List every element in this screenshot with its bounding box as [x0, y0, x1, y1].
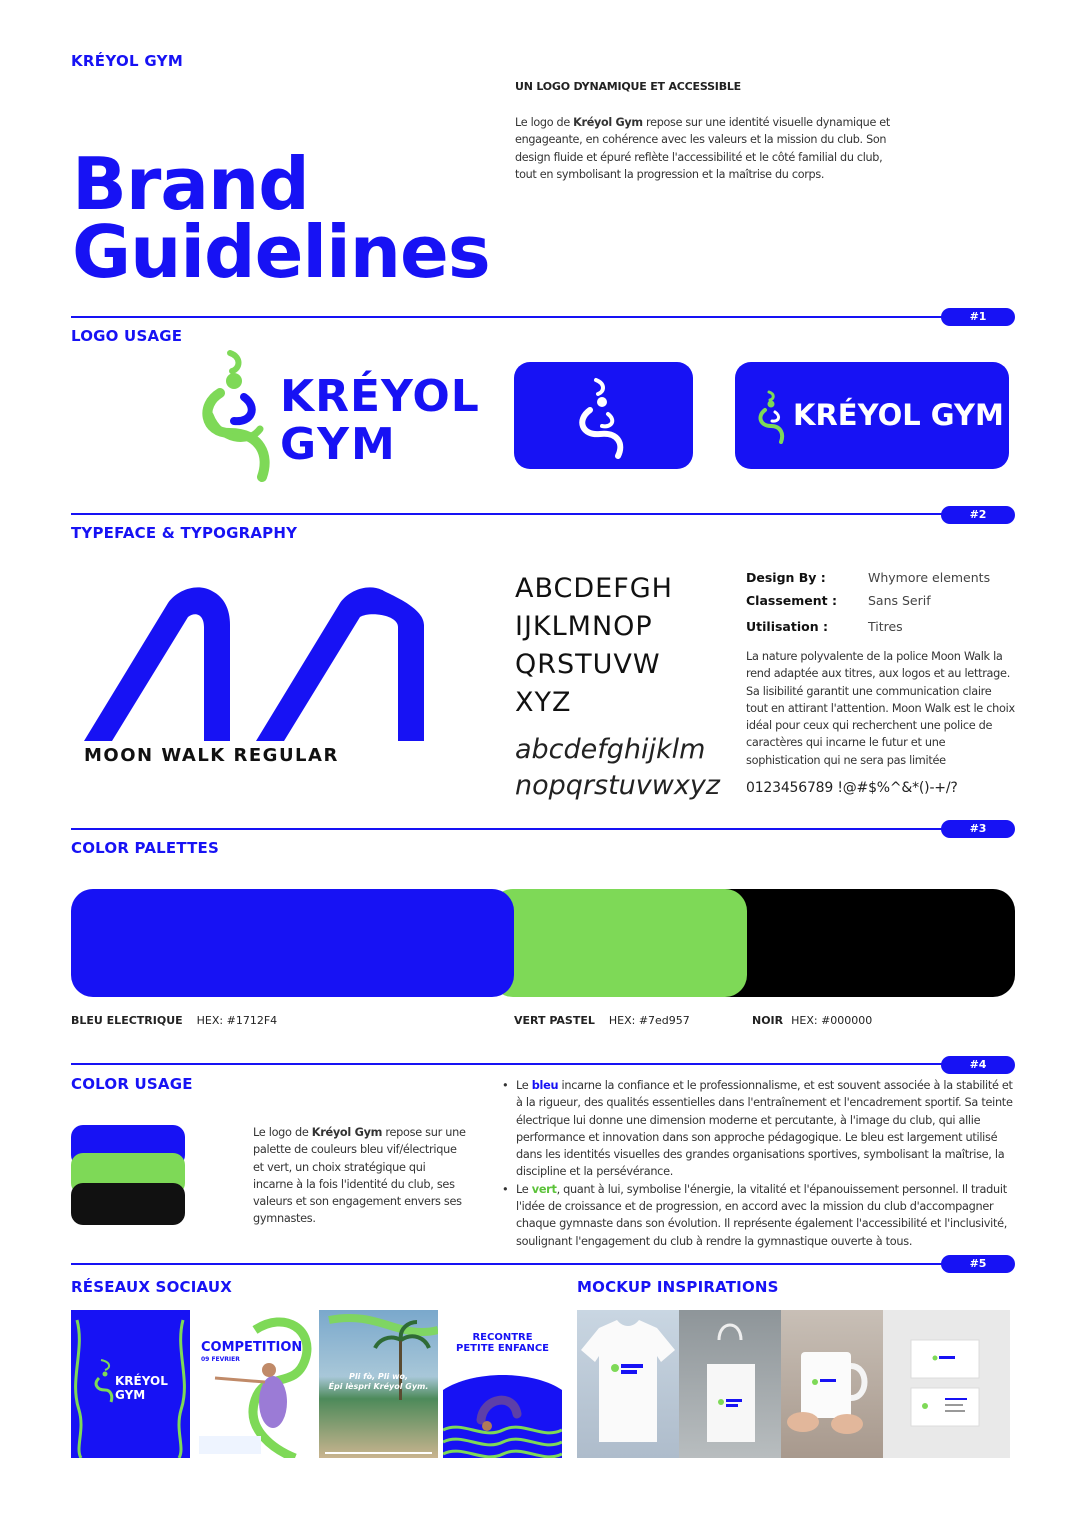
color-usage-bullets [500, 1077, 1018, 1250]
section-title-color-usage: COLOR USAGE [71, 1075, 193, 1093]
lowercase-glyphs: abcdefghijklm nopqrstuvwxyz [515, 734, 720, 801]
spec-key: Design By : [746, 570, 826, 585]
post-info-block [199, 1436, 261, 1454]
spec-key: Utilisation : [746, 619, 828, 634]
social-post-petite-enfance [443, 1310, 562, 1458]
color-usage-intro: Le logo de Kréyol Gym repose sur une palette de couleurs bleu vif/électrique et vert, un choix stratégique qui incarne à la fois l'identité du club, ses valeurs et son engagement envers ses gymnastes. [253, 1126, 466, 1226]
spec-value: Whymore elements [868, 570, 991, 585]
section-number-badge: #5 [941, 1255, 1015, 1273]
social-post-beach [319, 1310, 438, 1458]
gymnast-figure-icon [514, 362, 693, 469]
post-petite-enfance-title: RECONTRE PETITE ENFANCE [456, 1332, 549, 1354]
section-divider [71, 316, 961, 318]
main-logo [200, 345, 480, 485]
spec-value: Sans Serif [868, 593, 931, 608]
logo-icon-box [514, 362, 693, 469]
color-palette-bar [71, 889, 1015, 997]
social-post-competition [195, 1310, 314, 1458]
section-title-logo-usage: LOGO USAGE [71, 327, 183, 345]
post-competition-title: COMPETITION [201, 1340, 303, 1355]
section-divider [71, 513, 961, 515]
swatch-bleu [71, 889, 514, 997]
typeface-description: La nature polyvalente de la police Moon Walk la rend adaptée aux titres, aux logos et au lettrage. Sa lisibilité garantit une communication claire tout en attirant l'attention. Moon Walk est le choix idéal pour ceux qui recherchent une police de caractères qui incarne le futur et une sophistication qui ne sera pas limitée [746, 650, 1015, 767]
mockup-tote-bag [679, 1310, 781, 1458]
intro-paragraph: Le logo de Kréyol Gym repose sur une identité visuelle dynamique et engageante, en cohérence avec les valeurs et la mission du club. Son design fluide et épuré reflète l'accessibilité et le côté familial du club, tout en symbolisant la progression et la maîtrise du corps. [515, 116, 890, 182]
uppercase-glyphs: ABCDEFGH IJKLMNOP QRSTUVW XYZ [515, 573, 673, 718]
section-number-badge: #2 [941, 506, 1015, 524]
moon-walk-aa-glyph [80, 585, 430, 745]
section-number-badge: #4 [941, 1056, 1015, 1074]
section-number-badge: #1 [941, 308, 1015, 326]
logo-word-kreyol: KRÉYOL [280, 371, 480, 422]
mockup-mug [781, 1310, 883, 1458]
swatch-label-vert: VERT PASTEL HEX: #7ed957 [514, 1014, 690, 1027]
post-competition-date: 09 FEVRIER [201, 1356, 240, 1363]
logo-horizontal-text: KRÉYOL GYM [793, 398, 1004, 432]
section-number-badge: #3 [941, 820, 1015, 838]
numerals-symbols: 0123456789 !@#$%^&*()-+/? [746, 780, 958, 796]
spec-value: Titres [868, 619, 903, 634]
section-title-mockups: MOCKUP INSPIRATIONS [577, 1278, 779, 1296]
section-divider [71, 1063, 961, 1065]
section-divider [71, 1263, 961, 1265]
bullet-vert: • Le vert, quant à lui, symbolise l'énergie, la vitalité et l'épanouissement personnel. Il traduit l'idée de croissance et de progression, en accord avec la mission du club d'accompagner chaque gymnaste dans son évolution. Il représente également l'accessibilité et l'inclusivité, soulignant l'engagement du club à rendre la gymnastique ouverte à tous. [500, 1181, 1018, 1250]
typeface-name: MOON WALK REGULAR [84, 745, 339, 766]
section-divider [71, 828, 961, 830]
swatch-label-bleu: BLEU ELECTRIQUE HEX: #1712F4 [71, 1014, 278, 1027]
brand-label: KRÉYOL GYM [71, 52, 184, 70]
swatch-label-noir: NOIR HEX: #000000 [752, 1014, 873, 1027]
logo-word-gym: GYM [280, 419, 397, 470]
typeface-specimen-glyph [80, 585, 430, 745]
section-title-typography: TYPEFACE & TYPOGRAPHY [71, 524, 298, 542]
logo-horizontal-box [735, 362, 1009, 469]
intro-heading: UN LOGO DYNAMIQUE ET ACCESSIBLE [515, 80, 741, 93]
swatch-vert [491, 889, 747, 997]
post-logo-text: KRÉYOL GYM [115, 1374, 168, 1402]
gymnast-figure-icon [757, 388, 789, 444]
stack-swatch-noir [71, 1183, 185, 1225]
section-title-social: RÉSEAUX SOCIAUX [71, 1278, 232, 1296]
section-title-color-palettes: COLOR PALETTES [71, 839, 219, 857]
bullet-bleu: • Le bleu incarne la confiance et le professionnalisme, et est souvent associée à la stabilité et à la rigueur, des qualités essentielles dans l'entraînement et l'encadrement sportif. Sa teinte électrique lui donne une dimension moderne et percutante, à l'image du club, qui allie performance et innovation dans son approche pédagogique. Le bleu est largement utilisé dans les identités visuelles des grandes organisations sportives, symbolisant la maîtrise, la discipline et la persévérance. [500, 1077, 1018, 1181]
page-title: Brand Guidelines [72, 142, 490, 294]
spec-key: Classement : [746, 593, 837, 608]
post-beach-text: Pli fò, Pli wo, Épi lèspri Kréyol Gym. [328, 1372, 429, 1391]
mockup-business-cards [883, 1310, 1010, 1458]
mockup-tshirt [577, 1310, 679, 1458]
social-post-logo [71, 1310, 190, 1458]
